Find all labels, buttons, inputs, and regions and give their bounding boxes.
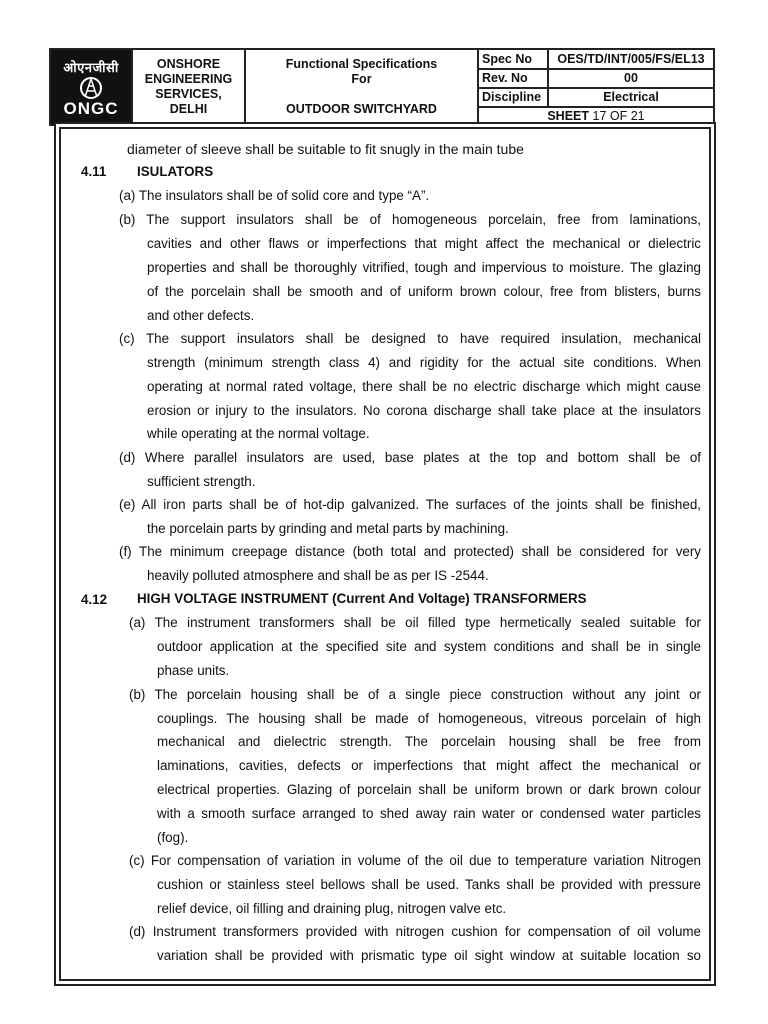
s411-item-a: (a) The insulators shall be of solid core and type “A”. (119, 188, 430, 203)
s412-a-line-2: outdoor application at the specified site and system conditions and shall be in single (157, 639, 701, 654)
s411-d-line-1: (d) Where parallel insulators are used, base plates at the top and bottom shall be of (119, 450, 701, 465)
sheet-page: 17 OF 21 (592, 108, 645, 123)
s412-a-line-3: phase units. (157, 663, 230, 678)
s412-b-line-2: couplings. The housing shall be made of homogeneous, vitreous porcelain of high (157, 711, 701, 726)
discipline-value: Electrical (548, 88, 714, 107)
s412-d-line-1: (d) Instrument transformers provided with nitrogen cushion for compensation of oil volume (129, 924, 701, 939)
s412-b-line-7: (fog). (157, 830, 189, 845)
s412-a-line-1: (a) The instrument transformers shall be oil filled type hermetically sealed suitable for (129, 615, 701, 630)
org-line-4: DELHI (169, 102, 208, 116)
rev-no-label: Rev. No (478, 69, 548, 88)
section-title-hv-transformers: HIGH VOLTAGE INSTRUMENT (Current And Voltage) TRANSFORMERS (137, 591, 587, 606)
s412-d-line-2: variation shall be provided with prismatic type oil sight window at suitable location so (157, 948, 701, 963)
sheet-number (478, 107, 714, 125)
s411-c-line-4: erosion or injury to the insulators. No corona discharge shall take place at the insulators (147, 403, 701, 418)
section-number-4-12: 4.12 (81, 592, 108, 607)
title-line-3: OUTDOOR SWITCHYARD (286, 102, 437, 116)
s411-f-line-2: heavily polluted atmosphere and shall be as per IS -2544. (147, 568, 489, 583)
s412-b-line-5: electrical properties. Glazing of porcelain shall be uniform brown or dark brown colour (157, 782, 701, 797)
logo-brand-text: ONGC (63, 99, 119, 118)
document-body (61, 129, 709, 979)
s412-b-line-4: laminations, cavities, defects or imperfections that might affect the mechanical or (157, 758, 701, 773)
s411-c-line-5: while operating at the normal voltage. (147, 426, 370, 441)
s412-b-line-6: with a smooth surface arranged to shed away rain water or condensed water particles (157, 806, 701, 821)
s412-b-line-1: (b) The porcelain housing shall be of a single piece construction without any joint or (129, 687, 701, 702)
s411-e-line-2: the porcelain parts by grinding and metal parts by machining. (147, 521, 509, 536)
org-line-3: SERVICES, (155, 87, 222, 101)
s411-d-line-2: sufficient strength. (147, 474, 256, 489)
sheet-prefix: SHEET (547, 108, 590, 123)
s411-b-line-4: of the porcelain shall be smooth and of uniform brown colour, free from blisters, burns (147, 284, 701, 299)
content-frame (59, 127, 711, 981)
org-cell (132, 49, 245, 125)
spec-no-value: OES/TD/INT/005/FS/EL13 (548, 49, 714, 69)
s411-c-line-2: strength (minimum strength class 4) and rigidity for the actual site conditions. When (147, 355, 701, 370)
s411-b-line-3: properties and shall be thoroughly vitrified, tough and impervious to moisture. The glazing (147, 260, 701, 275)
s411-b-line-5: and other defects. (147, 308, 255, 323)
logo-cell (50, 49, 132, 125)
title-line-1: Functional Specifications (285, 57, 438, 71)
intro-line: diameter of sleeve shall be suitable to fit snugly in the main tube (127, 141, 524, 157)
s412-c-line-2: cushion or stainless steel bellows shall be used. Tanks shall be provided with pressure (157, 877, 701, 892)
s412-c-line-3: relief device, oil filling and draining plug, nitrogen valve etc. (157, 901, 507, 916)
org-line-1: ONSHORE (156, 57, 221, 71)
ongc-logo (51, 50, 131, 124)
s411-c-line-3: operating at normal rated voltage, there shall be no electric discharge which might cause (147, 379, 701, 394)
rev-no-value: 00 (548, 69, 714, 88)
title-cell (245, 49, 478, 125)
s412-c-line-1: (c) For compensation of variation in volume of the oil due to temperature variation Nitrogen (129, 853, 701, 868)
discipline-label: Discipline (478, 88, 548, 107)
org-line-2: ENGINEERING (144, 72, 233, 86)
spec-no-label: Spec No (478, 49, 548, 69)
s411-e-line-1: (e) All iron parts shall be of hot-dip galvanized. The surfaces of the joints shall be finished, (119, 497, 701, 512)
title-line-2: For (351, 72, 372, 86)
s411-b-line-2: cavities and other flaws or imperfections that might affect the mechanical or dielectric (147, 236, 701, 251)
s411-b-line-1: (b) The support insulators shall be of homogeneous porcelain, free from laminations, (119, 212, 701, 227)
logo-hindi-text: ओएनजीसी (63, 60, 119, 75)
section-title-insulators: ISULATORS (137, 164, 214, 179)
section-number-4-11: 4.11 (81, 164, 107, 179)
s411-f-line-1: (f) The minimum creepage distance (both total and protected) shall be considered for very (119, 544, 701, 559)
document-header (49, 48, 715, 126)
s411-c-line-1: (c) The support insulators shall be designed to have required insulation, mechanical (119, 331, 701, 346)
s412-b-line-3: mechanical and dielectric strength. The porcelain housing shall be free from (157, 734, 701, 749)
oil-rig-icon (71, 77, 111, 99)
